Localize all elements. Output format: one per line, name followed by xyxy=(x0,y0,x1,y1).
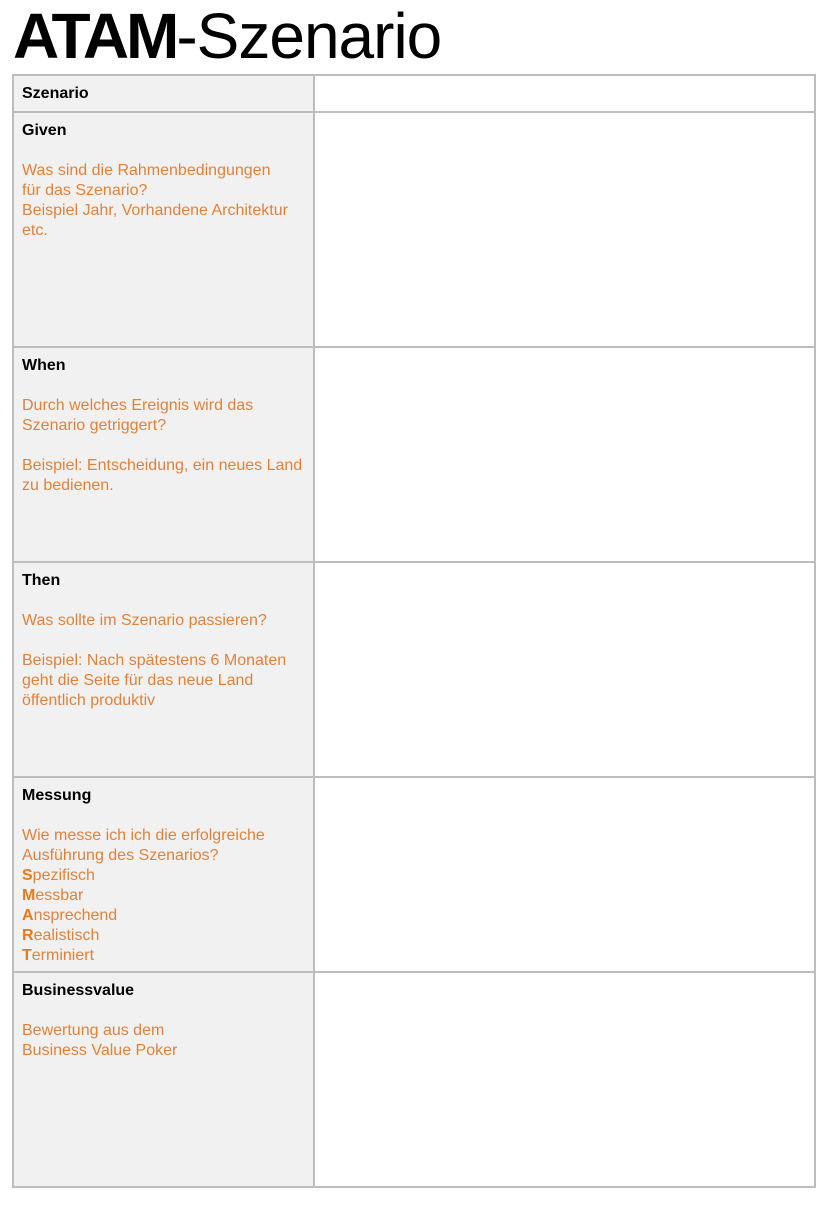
smart-item xyxy=(22,886,305,906)
hint-line: etc. xyxy=(22,222,48,239)
label-cell-when xyxy=(13,347,314,562)
hint-line: Wie messe ich ich die erfolgreiche xyxy=(22,827,265,844)
smart-item xyxy=(22,866,305,886)
value-cell-messung[interactable] xyxy=(314,777,815,972)
row-szenario xyxy=(13,75,815,112)
hint-line: Ausführung des Szenarios? xyxy=(22,847,219,864)
page-title-bold: ATAM xyxy=(13,0,177,72)
smart-letter: S xyxy=(22,867,33,884)
row-then xyxy=(13,562,815,777)
label-cell-businessvalue xyxy=(13,972,314,1187)
smart-rest: nsprechend xyxy=(33,907,118,924)
example-line: öffentlich produktiv xyxy=(22,692,156,709)
value-cell-then[interactable] xyxy=(314,562,815,777)
row-heading-given: Given xyxy=(22,122,67,139)
smart-letter: M xyxy=(22,887,36,904)
page-title-light: -Szenario xyxy=(176,0,442,72)
label-cell-messung xyxy=(13,777,314,972)
hint-line: Bewertung aus dem xyxy=(22,1022,165,1039)
value-cell-given[interactable] xyxy=(314,112,815,347)
scenario-table xyxy=(12,74,816,1188)
value-cell-businessvalue[interactable] xyxy=(314,972,815,1187)
hint-line: Was sollte im Szenario passieren? xyxy=(22,612,267,629)
smart-letter: A xyxy=(22,907,34,924)
row-heading-messung: Messung xyxy=(22,787,92,804)
label-cell-then xyxy=(13,562,314,777)
hint-line: Was sind die Rahmenbedingungen xyxy=(22,162,271,179)
example-line: Beispiel: Nach spätestens 6 Monaten xyxy=(22,652,287,669)
row-heading-then: Then xyxy=(22,572,61,589)
smart-rest: essbar xyxy=(35,887,84,904)
row-heading-businessvalue: Businessvalue xyxy=(22,982,135,999)
hint-line: Business Value Poker xyxy=(22,1042,178,1059)
row-when xyxy=(13,347,815,562)
smart-letter: R xyxy=(22,927,34,944)
smart-letter: T xyxy=(22,947,32,964)
row-heading-when: When xyxy=(22,357,66,374)
smart-item xyxy=(22,926,305,946)
hint-line: Beispiel Jahr, Vorhandene Architektur xyxy=(22,202,288,219)
example-line: Beispiel: Entscheidung, ein neues Land xyxy=(22,457,303,474)
value-cell-when[interactable] xyxy=(314,347,815,562)
row-given xyxy=(13,112,815,347)
label-cell-szenario xyxy=(13,75,314,112)
label-cell-given xyxy=(13,112,314,347)
example-line: geht die Seite für das neue Land xyxy=(22,672,254,689)
hint-line: Szenario getriggert? xyxy=(22,417,167,434)
value-cell-szenario[interactable] xyxy=(314,75,815,112)
row-businessvalue xyxy=(13,972,815,1187)
page-title xyxy=(13,0,441,72)
example-line: zu bedienen. xyxy=(22,477,114,494)
row-messung xyxy=(13,777,815,972)
row-heading-szenario: Szenario xyxy=(22,85,89,102)
smart-item xyxy=(22,946,305,966)
smart-item xyxy=(22,906,305,926)
hint-line: Durch welches Ereignis wird das xyxy=(22,397,254,414)
smart-rest: ealistisch xyxy=(33,927,100,944)
smart-rest: erminiert xyxy=(31,947,95,964)
smart-rest: pezifisch xyxy=(32,867,95,884)
hint-line: für das Szenario? xyxy=(22,182,148,199)
